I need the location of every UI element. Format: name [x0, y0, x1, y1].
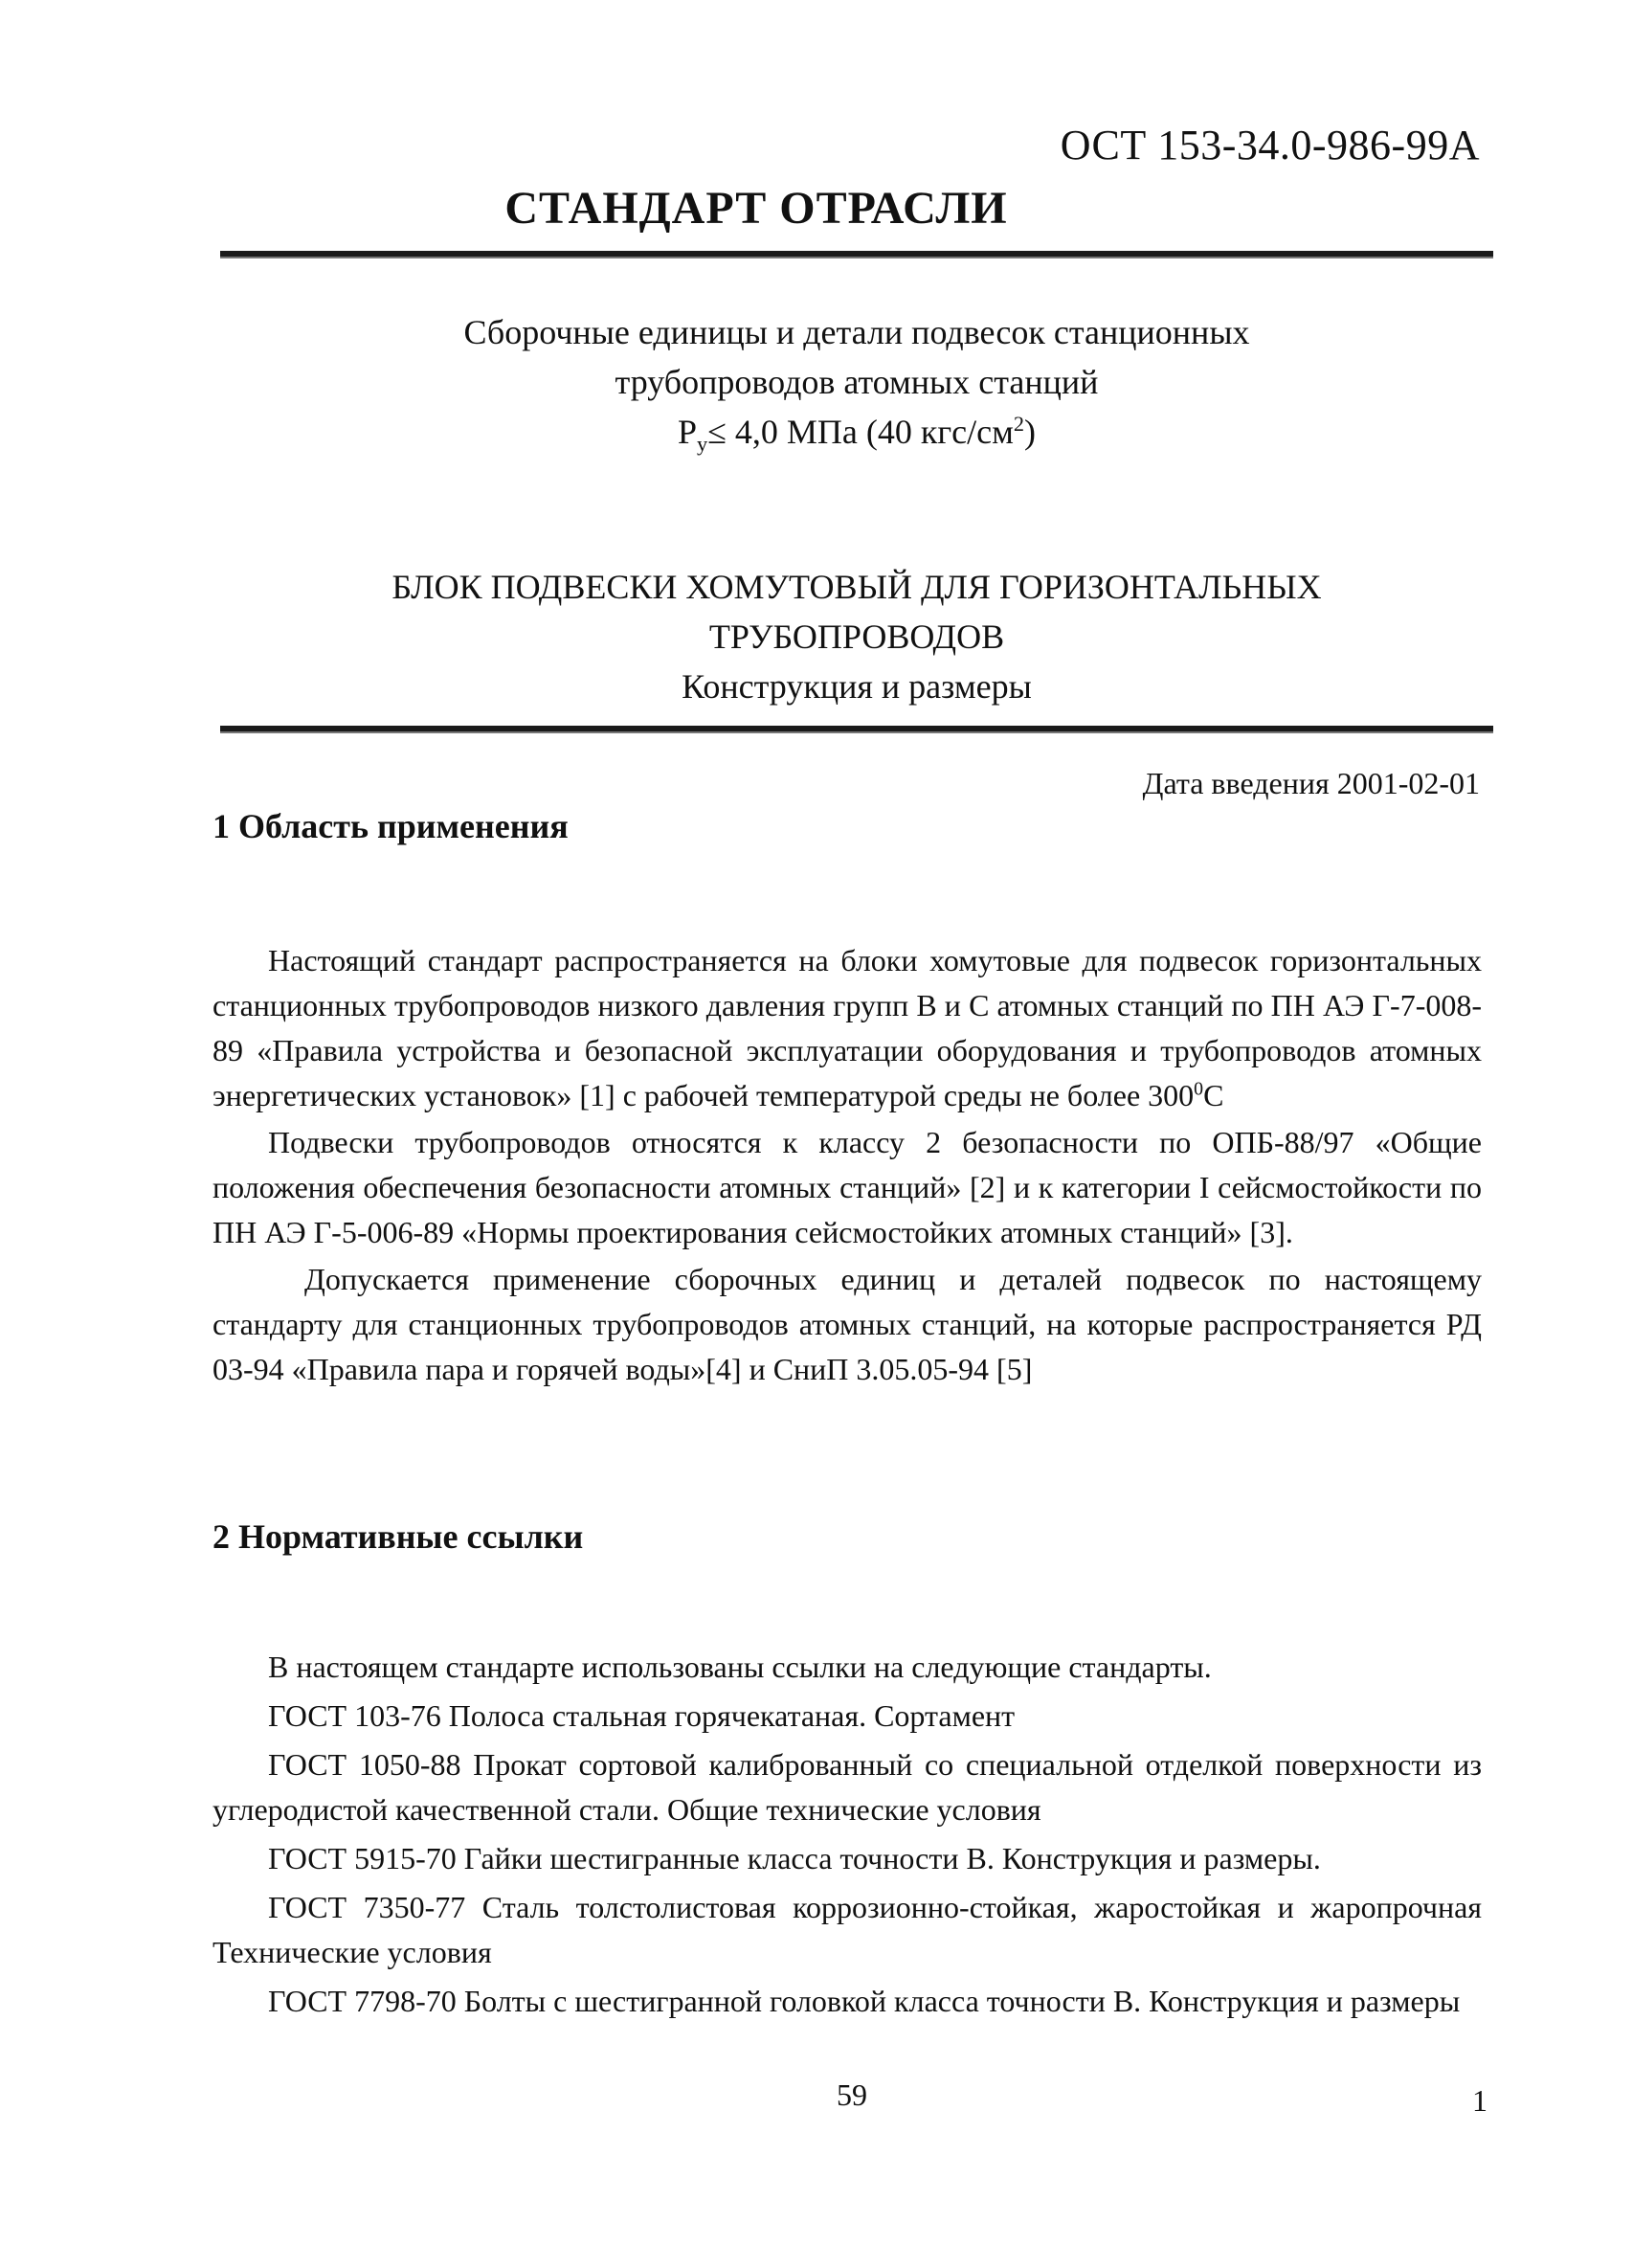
section-1-heading: 1 Область применения [213, 807, 569, 845]
pressure-symbol: P [677, 413, 697, 451]
paragraph-1-end: С [1203, 1078, 1224, 1112]
top-divider [220, 251, 1493, 258]
pressure-value: ≤ 4,0 МПа (40 кгс/см [707, 413, 1014, 451]
sheet-number: 1 [1472, 2083, 1488, 2118]
page-number: 59 [837, 2077, 867, 2112]
standard-type-title: СТАНДАРТ ОТРАСЛИ [504, 183, 1008, 234]
paragraph-1-text: Настоящий стандарт распространяется на блоки хомутовые для подвесок горизонтальных станционных трубопроводов низкого давления групп В и С атомных станций по ПН АЭ Г-7-008-89 «Правила устройства и безопасной эксплуатации оборудования и трубопроводов атомных энергетических установок» [1] с рабочей температурой среды не более 300 [213, 943, 1482, 1112]
subtitle-line-1: Сборочные единицы и детали подвесок станционных [463, 313, 1250, 351]
pressure-close: ) [1024, 413, 1037, 451]
pressure-subscript: у [696, 432, 708, 457]
section-1-paragraph-3: Допускается применение сборочных единиц и деталей подвесок по настоящему стандарту для станционных трубопроводов атомных станций, на которые распространяется РД 03-94 «Правила пара и горячей воды»[4] и СниП 3.05.05-94 [5] [213, 1262, 1482, 1386]
date-of-introduction: Дата введения 2001-02-01 [1142, 766, 1480, 800]
reference-item: ГОСТ 7798-70 Болты с шестигранной головкой класса точности В. Конструкция и размеры [268, 1984, 1461, 2018]
reference-item: ГОСТ 103-76 Полоса стальная горячекатаная. Сортамент [268, 1698, 1016, 1733]
reference-item: ГОСТ 1050-88 Прокат сортовой калиброванный со специальной отделкой поверхности из углеродистой качественной стали. Общие технические условия [213, 1747, 1482, 1827]
section-2-body [213, 1645, 1482, 2028]
title-line-1: БЛОК ПОДВЕСКИ ХОМУТОВЫЙ ДЛЯ ГОРИЗОНТАЛЬНЫХ [391, 568, 1322, 606]
title-line-3: Конструкция и размеры [682, 667, 1032, 706]
degree-sign: 0 [1194, 1078, 1204, 1100]
bottom-divider [220, 726, 1493, 733]
section-1-paragraph-2: Подвески трубопроводов относятся к классу 2 безопасности по ОПБ-88/97 «Общие положения обеспечения безопасности атомных станций» [2] и к категории I сейсмостойкости по ПН АЭ Г-5-006-89 «Нормы проектирования сейсмостойких атомных станций» [3]. [213, 1125, 1483, 1249]
section-1-paragraph-1 [213, 938, 1482, 1118]
subtitle-pressure [220, 408, 1493, 456]
subtitle-line-2: трубопроводов атомных станций [615, 363, 1099, 401]
reference-item: ГОСТ 5915-70 Гайки шестигранные класса точности В. Конструкция и размеры. [268, 1841, 1321, 1875]
document-code: ОСТ 153-34.0-986-99А [1060, 122, 1480, 168]
title-line-2: ТРУБОПРОВОДОВ [708, 618, 1005, 656]
section-2-heading: 2 Нормативные ссылки [213, 1517, 584, 1556]
reference-item: ГОСТ 7350-77 Сталь толстолистовая коррозионно-стойкая, жаростойкая и жаропрочная Технические условия [213, 1890, 1482, 1969]
pressure-exponent: 2 [1013, 412, 1025, 436]
section-2-intro: В настоящем стандарте использованы ссылки на следующие стандарты. [268, 1650, 1212, 1684]
section-1-body [213, 938, 1482, 1394]
